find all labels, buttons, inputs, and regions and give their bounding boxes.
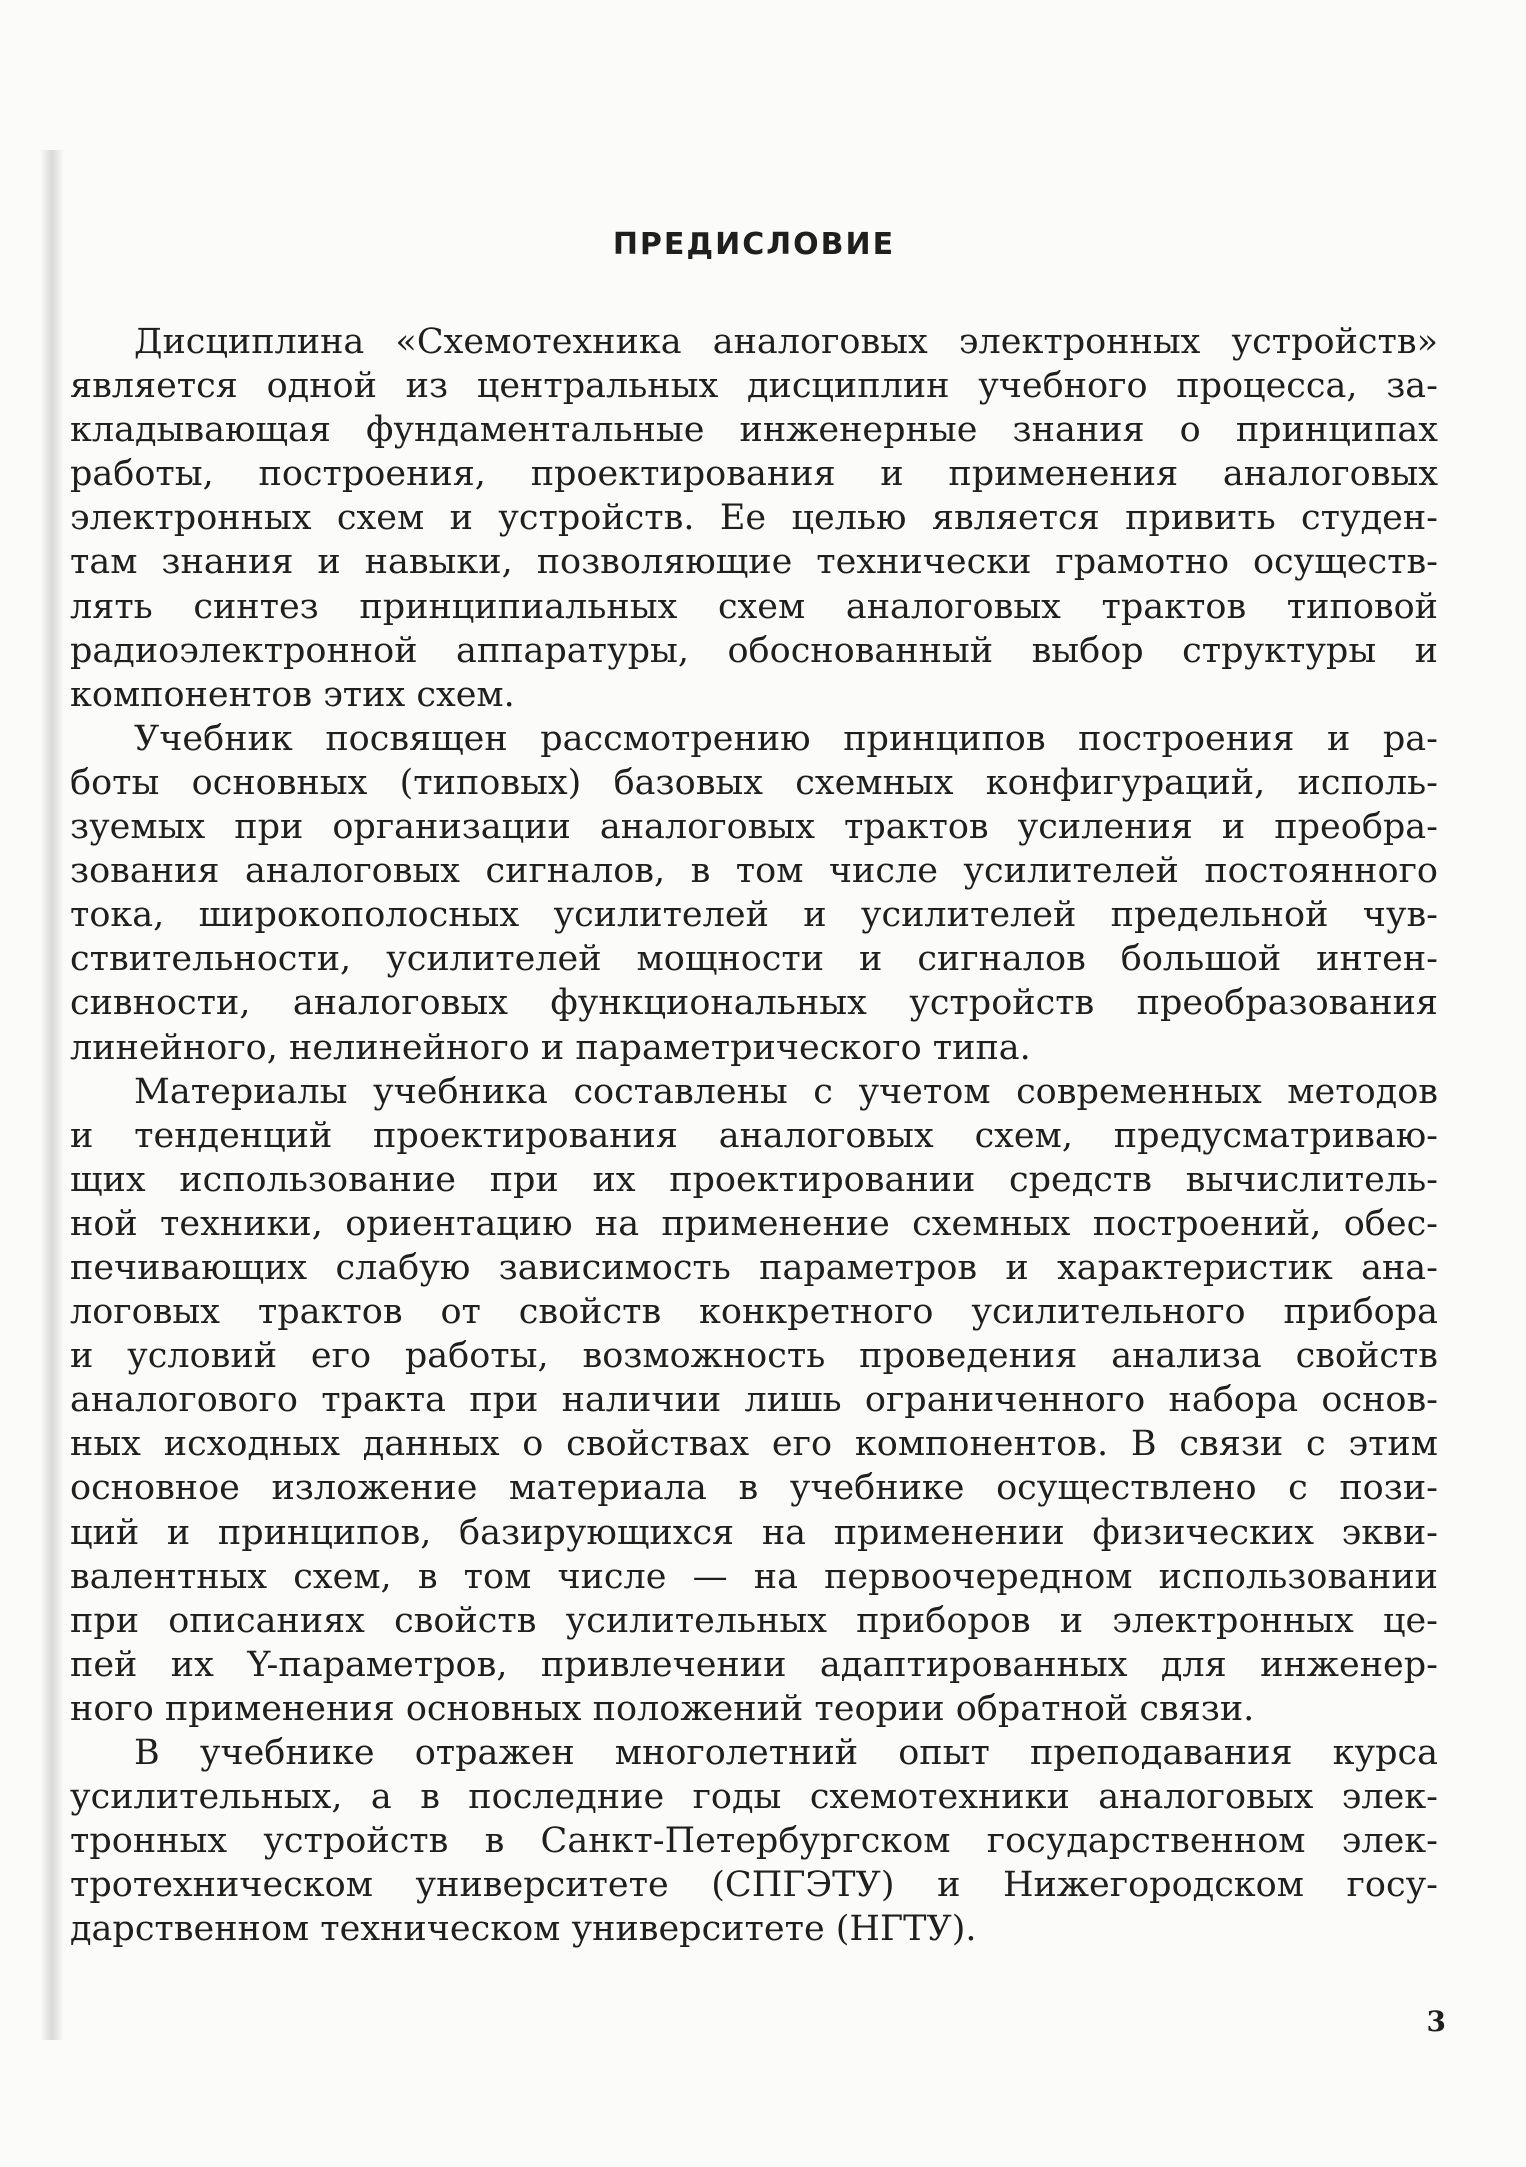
- text-line: В учебнике отражен многолетний опыт преподавания курса: [134, 1733, 1438, 1773]
- text-line: Дисциплина «Схемотехника аналоговых электронных устройств»: [134, 322, 1438, 362]
- text-line: ного применения основных положений теории обратной связи.: [70, 1688, 1255, 1729]
- page-gutter-shadow: [40, 150, 64, 2040]
- text-line: лять синтез принципиальных схем аналоговых трактов типовой: [70, 586, 1438, 627]
- text-line: ствительности, усилителей мощности и сигналов большой интен-: [70, 939, 1438, 980]
- text-line: линейного, нелинейного и параметрического типа.: [70, 1027, 1031, 1068]
- page-title: ПРЕДИСЛОВИЕ: [612, 227, 896, 262]
- text-line: и условий его работы, возможность проведения анализа свойств: [70, 1336, 1438, 1377]
- text-line: усилительных, а в последние годы схемотехники аналоговых элек-: [70, 1777, 1438, 1818]
- text-line: радиоэлектронной аппаратуры, обоснованный выбор структуры и: [70, 630, 1438, 671]
- text-line: логовых трактов от свойств конкретного усилительного прибора: [70, 1292, 1438, 1333]
- text-line: ных исходных данных о свойствах его компонентов. В связи с этим: [70, 1424, 1438, 1465]
- text-line: дарственном техническом университете (НГТУ).: [70, 1909, 977, 1950]
- text-line: ной техники, ориентацию на применение схемных построений, обес-: [70, 1203, 1438, 1244]
- text-line: валентных схем, в том числе — на первоочередном использовании: [70, 1556, 1438, 1597]
- preface-text: [70, 205, 1438, 1951]
- text-line: работы, построения, проектирования и применения аналоговых: [70, 454, 1438, 495]
- text-line: является одной из центральных дисциплин учебного процесса, за-: [70, 366, 1438, 407]
- paragraph-3: [70, 1070, 1438, 1731]
- text-line: пей их Y-параметров, привлечении адаптированных для инженер-: [70, 1644, 1438, 1685]
- text-line: компонентов этих схем.: [70, 674, 515, 715]
- text-line: боты основных (типовых) базовых схемных конфигураций, исполь-: [70, 762, 1438, 803]
- text-line: тока, широкополосных усилителей и усилителей предельной чув-: [70, 895, 1438, 936]
- text-line: печивающих слабую зависимость параметров и характеристик ана-: [70, 1247, 1438, 1288]
- text-line: кладывающая фундаментальные инженерные знания о принципах: [70, 410, 1438, 451]
- text-line: электронных схем и устройств. Ее целью является привить студен-: [70, 498, 1438, 539]
- text-line: Материалы учебника составлены с учетом современных методов: [134, 1071, 1438, 1112]
- text-line: и тенденций проектирования аналоговых схем, предусматриваю-: [70, 1115, 1438, 1156]
- text-line: тротехническом университете (СПГЭТУ) и Нижегородском госу-: [70, 1865, 1438, 1906]
- text-line: там знания и навыки, позволяющие технически грамотно осуществ-: [70, 542, 1438, 583]
- text-line: сивности, аналоговых функциональных устройств преобразования: [70, 983, 1438, 1024]
- text-line: зования аналоговых сигналов, в том числе усилителей постоянного: [70, 851, 1438, 892]
- text-line: аналогового тракта при наличии лишь ограниченного набора основ-: [70, 1380, 1438, 1421]
- page-number: 3: [1426, 2005, 1446, 2038]
- text-line: ций и принципов, базирующихся на применении физических экви-: [70, 1512, 1438, 1553]
- text-line: зуемых при организации аналоговых трактов усиления и преобра-: [70, 807, 1438, 848]
- paragraph-1: [70, 320, 1438, 717]
- text-line: щих использование при их проектировании средств вычислитель-: [70, 1159, 1438, 1200]
- paragraph-2: [70, 717, 1438, 1070]
- text-line: Учебник посвящен рассмотрению принципов построения и ра-: [134, 718, 1438, 759]
- text-line: основное изложение материала в учебнике осуществлено с пози-: [70, 1468, 1438, 1509]
- text-line: при описаниях свойств усилительных приборов и электронных це-: [70, 1600, 1438, 1641]
- paragraph-4: [70, 1731, 1438, 1951]
- text-line: тронных устройств в Санкт-Петербургском государственном элек-: [70, 1821, 1438, 1862]
